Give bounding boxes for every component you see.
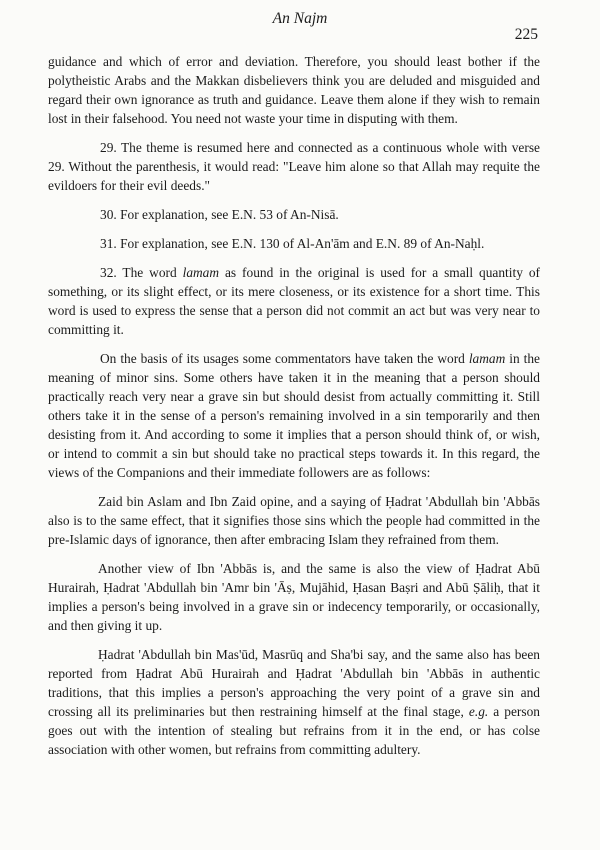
page-number: 225: [514, 26, 538, 43]
body-text: [48, 52, 540, 769]
paragraph-ibn-abbas: Another view of Ibn 'Abbās is, and the same is also the view of Ḥadrat Abū Hurairah, Ḥadrat 'Abdullah bin 'Amr bin 'Āṣ, Mujāhid, Ḥasan Baṣri and Abū Ṣāliḥ, that it implies a person's being involved in a grave sin or indecency temporarily, or occasionally, and then giving it up.: [48, 561, 540, 633]
paragraph-continuation: guidance and which of error and deviation. Therefore, you should least bother if the polytheistic Arabs and the Makkan disbelievers think you are deluded and misguided and regard their own ignorance as truth and guidance. Leave them alone if they wish to remain lost in their falsehood. You need not waste your time in disputing with them.: [48, 54, 540, 126]
note-29: 29. The theme is resumed here and connected as a continuous whole with verse 29. Without the parenthesis, it would read: "Leave him alone so that Allah may requite the evildoers for their evil deeds.": [48, 140, 540, 193]
paragraph-zaid-bin-aslam: Zaid bin Aslam and Ibn Zaid opine, and a saying of Ḥadrat 'Abdullah bin 'Abbās also is to the same effect, that it signifies those sins which the people had committed in the pre-Islamic days of ignorance, then after embracing Islam they refrained from them.: [48, 494, 540, 547]
note-31: 31. For explanation, see E.N. 130 of Al-An'ām and E.N. 89 of An-Naḥl.: [100, 236, 485, 251]
note-32: 32. The word lamam as found in the original is used for a small quantity of something, or its slight effect, or its mere closeness, or its existence for a short time. This word is used to express the sense that a person did not commit an act but was very near to committing it.: [48, 265, 540, 337]
running-title: An Najm: [272, 10, 328, 27]
note-30: 30. For explanation, see E.N. 53 of An-Nisā.: [100, 207, 339, 222]
paragraph-usages: On the basis of its usages some commentators have taken the word lamam in the meaning of minor sins. Some others have taken it in the meaning that a person should practically reach very near a grave sin but should desist from actually committing it. Still others take it in the sense of a person's remaining involved in a sin temporarily and then desisting from it. And according to some it implies that a person should think of, or wish, or intend to commit a sin but should take no practical steps towards it. In this regard, the views of the Companions and their immediate followers are as follows:: [48, 351, 540, 480]
paragraph-abdullah-bin-masud: Ḥadrat 'Abdullah bin Mas'ūd, Masrūq and Sha'bi say, and the same also has been reported from Ḥadrat Abū Hurairah and Ḥadrat 'Abdullah bin 'Abbās in authentic traditions, that this implies a person's approaching the very point of a grave sin and crossing all its preliminaries but then restraining himself at the final stage, e.g. a person goes out with the intention of stealing but refrains from it in the end, or has colse association with other women, but refrains from committing adultery.: [48, 647, 540, 757]
